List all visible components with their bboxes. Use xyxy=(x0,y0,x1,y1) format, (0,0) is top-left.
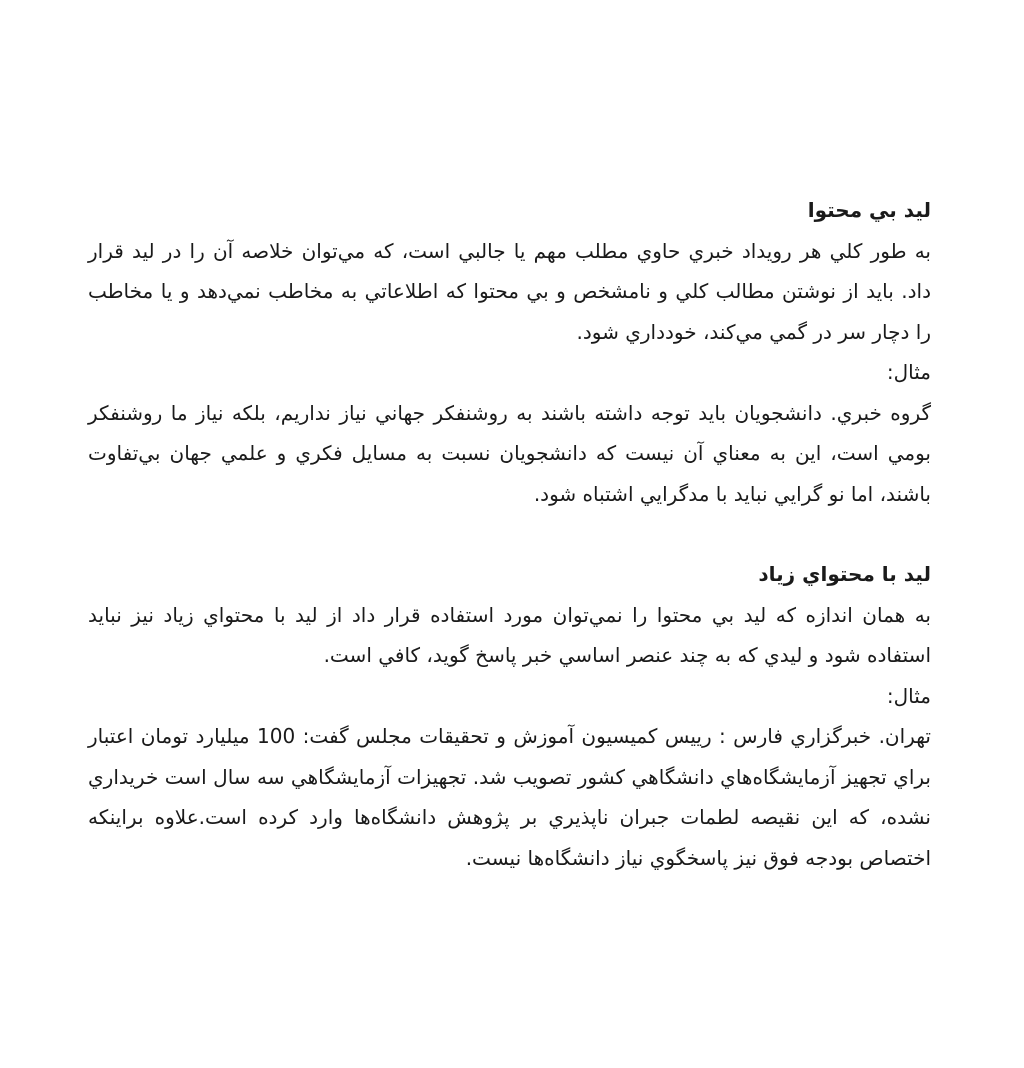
section-heading: لید با محتواي زياد xyxy=(758,562,931,586)
section-paragraph: به همان اندازه که لید بي محتوا را نمي‌توان مورد استفاده قرار داد از لید با محتواي زياد نيز نبايد استفاده شود و ليدي که به چند عنصر اساسي خبر پاسخ گويد، کافي است. xyxy=(88,602,931,667)
section-paragraph: به طور کلي هر رويداد خبري حاوي مطلب مهم يا جالبي است، که مي‌توان خلاصه آن را در لید قرار داد. بايد از نوشتن مطالب کلي و نامشخص و بي محتوا که اطلاعاتي به مخاطب نمي‌دهد و يا مخاطب را دچار سر در گمي مي‌کند، خودداري شود. xyxy=(88,238,931,344)
example-label: مثال: xyxy=(886,360,931,384)
section-lead-with-excess-content xyxy=(88,554,931,878)
example-label: مثال: xyxy=(886,683,931,708)
section-heading: لید بي محتوا xyxy=(807,198,931,222)
example-paragraph: تهران. خبرگزاري فارس : رييس کميسيون آموزش و تحقيقات مجلس گفت: 100 ميليارد تومان اعتبار براي تجهيز آزمايشگاه‌هاي دانشگاهي کشور تصويب شد. تجهيزات آزمايشگاهي سه سال است خريداري نشده، که اين نقيصه لطمات جبران ناپذيري بر پژوهش دانشگاه‌ها وارد کرده است.علاوه براينکه اختصاص بودجه فوق نيز پاسخگوي نياز دانشگاه‌ها نيست. xyxy=(88,724,932,870)
document-body xyxy=(88,190,931,878)
section-lead-without-content xyxy=(88,190,931,514)
section-spacer xyxy=(88,514,931,554)
example-paragraph: گروه خبري. دانشجويان بايد توجه داشته باشند به روشنفکر جهاني نياز نداريم، بلکه نياز ما روشنفکر بومي است، اين به معناي آن نيست که دانشجويان نسبت به مسايل فکري و علمي جهان بي‌تفاوت باشند، اما نو گرايي نبايد با مدگرايي اشتباه شود. xyxy=(88,400,931,506)
